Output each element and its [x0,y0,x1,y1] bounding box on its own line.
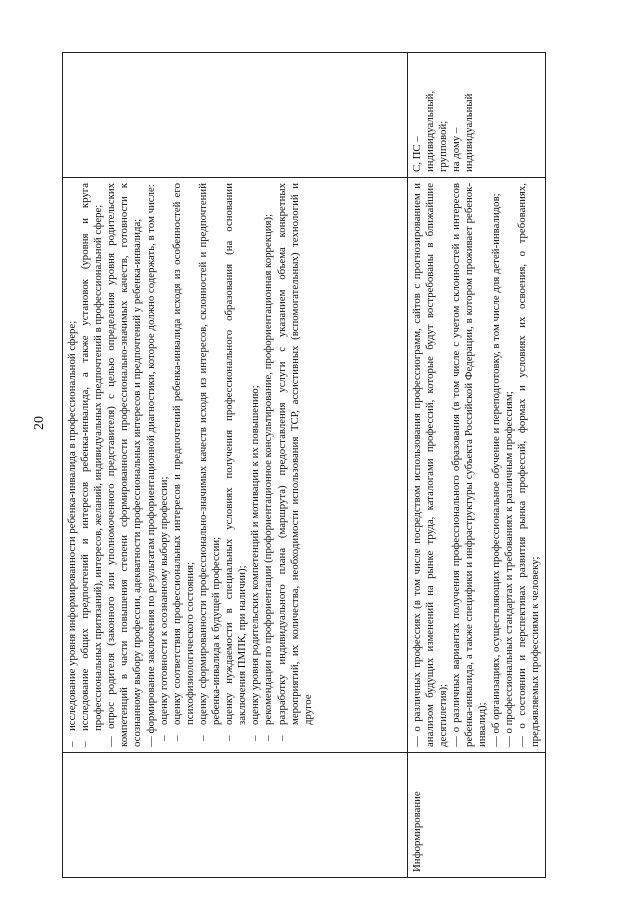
list-item-text: разработку индивидуального плана (маршрута) предоставления услуги с указанием объема конкретных мероприятий, их количества, необходимости использования ТСР, ассистивных (вспомогательных) технологий и другое [275,183,314,725]
list-item: — о различных профессиях (в том числе посредством использования профессиограмм, сайтов с прогнозированием и анализом будущих изменений на рынке труда, каталогами профессий, которые будут востребованы в ближайшие десятилетия); [411,183,450,747]
row1-service-cell [63,753,408,878]
list-item: — об организациях, осуществляющих профессиональное обучение и переподготовку, в том числе для детей-инвалидов; [489,193,502,747]
list-item [79,183,105,747]
dash-marker: – [262,735,275,741]
list-item [223,183,249,747]
list-item-text: рекомендации по профориентации (профориентационное консультирование, профориентационная коррекция); [262,213,275,725]
table-row [63,53,408,878]
dash-marker: – [223,735,236,741]
format-line: на дому – [450,127,463,172]
list-item-text: оценку соответствия профессиональных интересов и предпочтений ребенка-инвалида исходя из особенностей его психофизиологического состояния; [170,183,196,725]
list-item: — о профессиональных стандартах и требованиях к различным профессиям; [502,391,515,747]
list-item: — о различных вариантах получения профессионального образования (в том числе с учетом склонностей и интересов ребенка-инвалида, а также специфики и инфраструктуры субъекта Российской Федерации, в котором проживает ребенок-инвалид); [450,183,489,747]
page-number: 20 [32,416,47,430]
row1-content-cell [63,178,408,753]
list-item: — о состоянии и перспективах развития рынка профессий, формах и условиях их освоения, о требованиях, предъявляемых профессиями к человеку; [515,183,541,747]
format-line: индивидуальный [463,93,476,172]
services-table [62,52,546,878]
format-line: групповой; [437,120,450,172]
dash-marker: – [79,741,92,747]
dash-marker: – [249,735,262,741]
format-line: С, ПС – [411,136,423,172]
list-item [66,183,79,747]
row2-format-cell [408,53,546,178]
parent-survey-paragraph: — опрос родителя (законного или уполномоченного представителя) с целью определения уровня родительских компетенций в части повышения степени сформированности профессионально-значимых качеств, готовности к осознанному выбору профессии, адекватности профессиональных интересов и предпочтений у ребенка-инвалида; [105,183,144,747]
dash-marker: – [196,735,209,741]
list-item-text: оценку сформированности профессионально-значимых качеств исходя из интересов, склонностей и предпочтений ребенка-инвалида к будущей профессии; [196,183,223,725]
dash-marker: – [66,741,78,747]
list-item-text: оценку нуждаемости в специальных условиях получения профессионального образования (на основании заключения ПМПК, при наличии); [223,183,249,725]
list-item-text: исследование общих предпочтений и интересов ребенка-инвалида, а также установок (уровня и круга профессиональных притязаний), интересов, желаний, индивидуальных предпочтений в профессиональной сфере; [79,183,105,731]
format-line: индивидуальный, [424,90,437,172]
conclusion-paragraph: — формирование заключения по результатам профориентационной диагностики, которое должно содержать, в том числе: [144,184,157,747]
rotated-table-container [62,53,541,878]
dash-marker: – [157,735,170,741]
row2-service-cell: Информирование [408,753,546,878]
dash-marker: – [275,735,288,741]
list-item [197,183,223,747]
list-item-text: исследование уровня информированности ребенка-инвалида в профессиональной сфере; [66,320,78,731]
table-row [408,53,546,878]
row2-content-cell [408,178,546,753]
list-item [171,183,197,747]
list-item-text: оценку уровня родительских компетенций и мотивации к их повышению; [249,385,262,725]
list-item [158,183,171,747]
list-item-text: оценку готовности к осознанному выбору профессии; [157,476,170,725]
list-item [262,183,275,747]
row1-format-cell [63,53,408,178]
dash-marker: – [170,735,183,741]
list-item [249,183,262,747]
list-item [276,183,315,747]
